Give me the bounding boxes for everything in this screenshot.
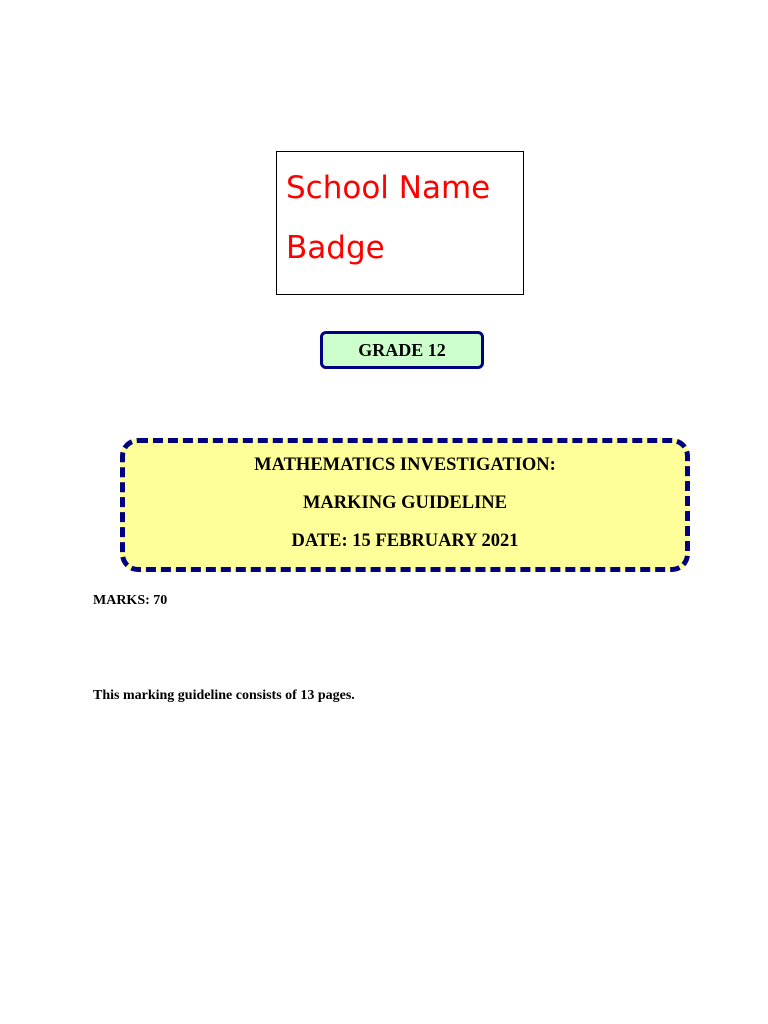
document-subtitle: MARKING GUIDELINE	[302, 493, 508, 513]
page-count-note: This marking guideline consists of 13 pages.	[93, 688, 355, 703]
grade-label-box	[320, 331, 484, 369]
school-badge-placeholder	[276, 151, 524, 295]
badge-text: Badge	[286, 230, 385, 266]
title-box	[120, 438, 690, 572]
document-date: DATE: 15 FEBRUARY 2021	[291, 531, 519, 551]
document-title: MATHEMATICS INVESTIGATION:	[254, 455, 556, 475]
grade-label: GRADE 12	[358, 339, 446, 360]
school-name-text: School Name	[286, 170, 491, 206]
marks-total: MARKS: 70	[93, 593, 168, 608]
